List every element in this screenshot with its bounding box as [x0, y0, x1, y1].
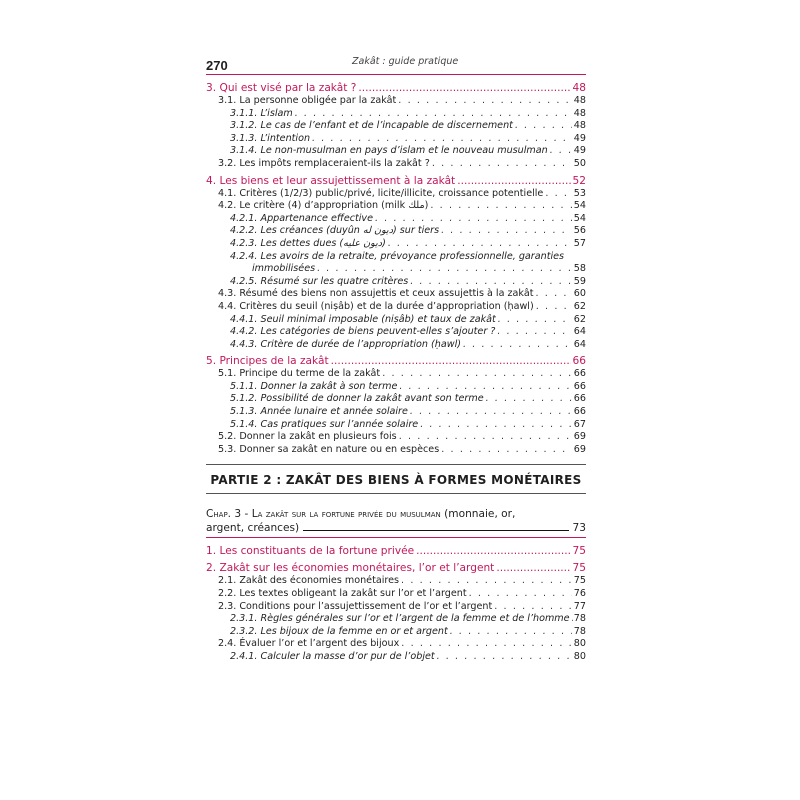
toc-entry-page: 59 — [573, 275, 586, 287]
toc-entry-title: 2.3. Conditions pour l’assujettissement de l’or et l’argent — [218, 600, 493, 612]
toc-section — [206, 354, 586, 368]
toc-entry-page: 60 — [573, 288, 586, 300]
dot-leader — [550, 145, 572, 158]
toc-entry-page: 49 — [573, 132, 586, 144]
toc-entry-page: 76 — [573, 588, 586, 600]
toc-entry-page: 66 — [573, 380, 586, 392]
dot-leader — [398, 95, 572, 108]
toc-entry-title: 2.2. Les textes obligeant la zakât sur l’or et l’argent — [218, 588, 467, 600]
toc-entry — [206, 575, 586, 588]
toc-entry-page: 50 — [573, 157, 586, 169]
toc-entry-title: 3. Qui est visé par la zakât ? — [206, 82, 357, 94]
dot-leader — [295, 108, 572, 121]
toc-entry — [206, 638, 586, 651]
toc-entry-page: 62 — [573, 300, 586, 312]
toc-entry — [206, 444, 586, 457]
toc-entry — [206, 213, 586, 226]
dot-leader — [410, 276, 572, 289]
dot-leader — [437, 651, 572, 664]
toc-entry — [206, 251, 586, 264]
toc-entry — [206, 188, 586, 201]
toc-entry-title: 4.2.2. Les créances (duyûn ديون له) sur tiers — [230, 225, 440, 237]
toc-entry-page: 78 — [573, 613, 586, 625]
toc-entry — [206, 314, 586, 327]
toc-entry-title: 3.1.4. Le non-musulman en pays d’islam et le nouveau musulman — [230, 145, 548, 157]
toc-entry-page: 58 — [573, 263, 586, 275]
dot-leader — [382, 368, 572, 381]
toc-entry — [206, 419, 586, 432]
toc-entry — [206, 288, 586, 301]
toc-entry-title: 5. Principes de la zakât — [206, 355, 329, 368]
toc-entry-title: 3.1.3. L’intention — [230, 132, 311, 144]
toc-entry — [206, 108, 586, 121]
toc-entry-page: 53 — [573, 187, 586, 199]
toc-section — [206, 561, 586, 575]
toc-entry-title: 5.2. Donner la zakât en plusieurs fois — [218, 431, 397, 443]
toc-entry-page: 52 — [572, 174, 586, 187]
toc-entry — [206, 133, 586, 146]
toc-entry-page: 57 — [573, 237, 586, 249]
dot-leader — [497, 326, 571, 339]
part-title: PARTIE 2 : ZAKÂT DES BIENS À FORMES MONÉTAIRES — [206, 464, 586, 494]
toc-entry-page: 48 — [573, 120, 586, 132]
dot-leader — [430, 200, 571, 213]
toc-entry — [206, 431, 586, 444]
toc-entry-title: 4.4.2. Les catégories de biens peuvent-elles s’ajouter ? — [230, 326, 496, 338]
chapter-leader-line — [303, 521, 568, 531]
chapter-prefix: Chap. 3 - La zakât sur la fortune privée du musulman — [206, 508, 441, 521]
toc-entry-title: 4.4.3. Critère de durée de l’appropriation (ḥawl) — [230, 338, 461, 350]
toc-entry — [206, 145, 586, 158]
toc-entry-title: immobilisées — [252, 263, 316, 275]
chapter-heading — [206, 508, 586, 538]
toc-entry-page: 78 — [573, 625, 586, 637]
toc-part-1 — [206, 81, 586, 456]
toc-entry-page: 56 — [573, 225, 586, 237]
dot-leader — [515, 120, 572, 133]
toc-entry-page: 66 — [573, 406, 586, 418]
toc-entry-title: 4.2.1. Appartenance effective — [230, 212, 374, 224]
dot-leader — [399, 381, 571, 394]
dot-leader — [312, 133, 572, 146]
toc-entry-title: 4.3. Résumé des biens non assujettis et ceux assujettis à la zakât — [218, 288, 534, 300]
dot-leader — [399, 431, 572, 444]
dot-leader — [496, 561, 570, 575]
page-header — [206, 52, 586, 75]
dot-leader — [486, 393, 572, 406]
toc-entry-page: 66 — [573, 368, 586, 380]
dot-leader — [401, 638, 572, 651]
dot-leader — [432, 158, 572, 171]
toc-entry — [206, 326, 586, 339]
dot-leader — [375, 213, 572, 226]
toc-entry-title: 1. Les constituants de la fortune privée — [206, 545, 415, 558]
toc-entry-title: 3.1.2. Le cas de l’enfant et de l’incapable de discernement — [230, 120, 513, 132]
toc-entry-page: 67 — [573, 418, 586, 430]
toc-entry-title: 3.1. La personne obligée par la zakât — [218, 95, 397, 106]
toc-entry-title: 5.1.4. Cas pratiques sur l’année solaire — [230, 418, 419, 430]
toc-entry-title: 2.4. Évaluer l’or et l’argent des bijoux — [218, 638, 400, 650]
toc-entry — [206, 381, 586, 394]
dot-leader — [410, 406, 572, 419]
toc-entry — [206, 276, 586, 289]
toc-entry — [206, 225, 586, 238]
dot-leader — [494, 601, 572, 614]
toc-entry — [206, 651, 586, 664]
dot-leader — [331, 354, 571, 368]
toc-part-2 — [206, 544, 586, 663]
toc-entry — [206, 393, 586, 406]
toc-entry-title: 5.1.1. Donner la zakât à son terme — [230, 380, 398, 392]
toc-entry-page: 54 — [573, 212, 586, 224]
toc-entry-title: 2.3.2. Les bijoux de la femme en or et argent — [230, 625, 448, 637]
toc-entry-title: 4.4.1. Seuil minimal imposable (niṣâb) et taux de zakât — [230, 313, 496, 325]
toc-entry-page: 54 — [573, 200, 586, 212]
toc-entry-title: 2.1. Zakât des économies monétaires — [218, 575, 400, 587]
toc-entry-page: 66 — [572, 355, 586, 368]
dot-leader — [420, 419, 572, 432]
toc-entry-title: 4. Les biens et leur assujettissement à la zakât — [206, 174, 456, 187]
dot-leader — [317, 263, 572, 276]
toc-entry-page: 69 — [573, 431, 586, 443]
dot-leader — [469, 588, 572, 601]
dot-leader — [416, 544, 570, 558]
toc-entry-page: 62 — [573, 313, 586, 325]
dot-leader — [441, 444, 572, 457]
toc-entry-page: 66 — [573, 393, 586, 405]
toc-entry-page: 48 — [572, 82, 586, 94]
toc-entry-title: 2.4.1. Calculer la masse d’or pur de l’objet — [230, 651, 435, 662]
toc-entry-page: 48 — [573, 95, 586, 106]
dot-leader — [498, 314, 572, 327]
toc-entry-title: 3.1.1. L’islam — [230, 107, 293, 119]
dot-leader — [536, 301, 572, 314]
toc-entry — [206, 238, 586, 251]
toc-entry — [206, 158, 586, 171]
toc-entry-title: 4.2. Le critère (4) d’appropriation (milk ملك) — [218, 200, 429, 212]
toc-entry-title: 2. Zakât sur les économies monétaires, l’or et l’argent — [206, 562, 495, 575]
toc-entry-page: 80 — [573, 651, 586, 662]
toc-entry-page: 64 — [573, 338, 586, 350]
toc-entry — [206, 601, 586, 614]
toc-section — [206, 174, 586, 188]
toc-entry — [206, 120, 586, 133]
chapter-page: 73 — [572, 522, 586, 535]
toc-entry — [206, 200, 586, 213]
toc-entry-title: 2.3.1. Règles générales sur l’or et l’argent de la femme et de l’homme — [230, 613, 570, 625]
dot-leader — [450, 626, 572, 639]
toc-entry-title: 5.3. Donner sa zakât en nature ou en espèces — [218, 443, 440, 455]
dot-leader — [441, 225, 572, 238]
toc-entry — [206, 406, 586, 419]
toc-entry — [206, 339, 586, 352]
toc-entry — [206, 95, 586, 108]
toc-entry-page: 64 — [573, 326, 586, 338]
chapter-line2: argent, créances) — [206, 522, 300, 535]
page-number: 270 — [206, 58, 228, 73]
toc-entry-page: 49 — [573, 145, 586, 157]
dot-leader — [358, 81, 570, 95]
toc-entry-title: 3.2. Les impôts remplaceraient-ils la zakât ? — [218, 157, 430, 169]
toc-entry — [206, 588, 586, 601]
toc-entry — [206, 301, 586, 314]
dot-leader — [457, 174, 570, 188]
toc-entry-title: 4.2.5. Résumé sur les quatre critères — [230, 275, 409, 287]
toc-entry-title: 4.2.3. Les dettes dues (ديون عليه) — [230, 237, 386, 249]
toc-entry-title: 4.4. Critères du seuil (niṣâb) et de la durée d’appropriation (ḥawl) — [218, 300, 534, 312]
toc-entry-page: 75 — [572, 545, 586, 558]
toc-entry-page: 77 — [573, 600, 586, 612]
toc-entry — [206, 613, 586, 626]
toc-entry-title: 5.1.3. Année lunaire et année solaire — [230, 406, 408, 418]
book-page — [206, 52, 586, 752]
toc-entry-title: 4.1. Critères (1/2/3) public/privé, licite/illicite, croissance potentielle — [218, 187, 544, 199]
toc-entry-page: 75 — [572, 562, 586, 575]
toc-entry-title: 5.1.2. Possibilité de donner la zakât avant son terme — [230, 393, 484, 405]
toc-entry-page: 75 — [573, 575, 586, 587]
dot-leader — [388, 238, 572, 251]
toc-entry-title: 5.1. Principe du terme de la zakât — [218, 368, 381, 380]
toc-entry-continuation — [206, 263, 586, 276]
toc-section — [206, 544, 586, 558]
toc-section — [206, 81, 586, 95]
toc-entry-page: 69 — [573, 443, 586, 455]
dot-leader — [545, 188, 571, 201]
dot-leader — [463, 339, 572, 352]
toc-entry — [206, 626, 586, 639]
toc-entry-page: 48 — [573, 107, 586, 119]
toc-entry-title: 4.2.4. Les avoirs de la retraite, prévoyance professionnelle, garanties — [230, 250, 565, 262]
chapter-rest: (monnaie, or, — [440, 508, 516, 521]
toc-entry-page: 80 — [573, 638, 586, 650]
running-title: Zakât : guide pratique — [352, 56, 459, 67]
toc-entry — [206, 368, 586, 381]
dot-leader — [401, 575, 572, 588]
dot-leader — [535, 288, 571, 301]
